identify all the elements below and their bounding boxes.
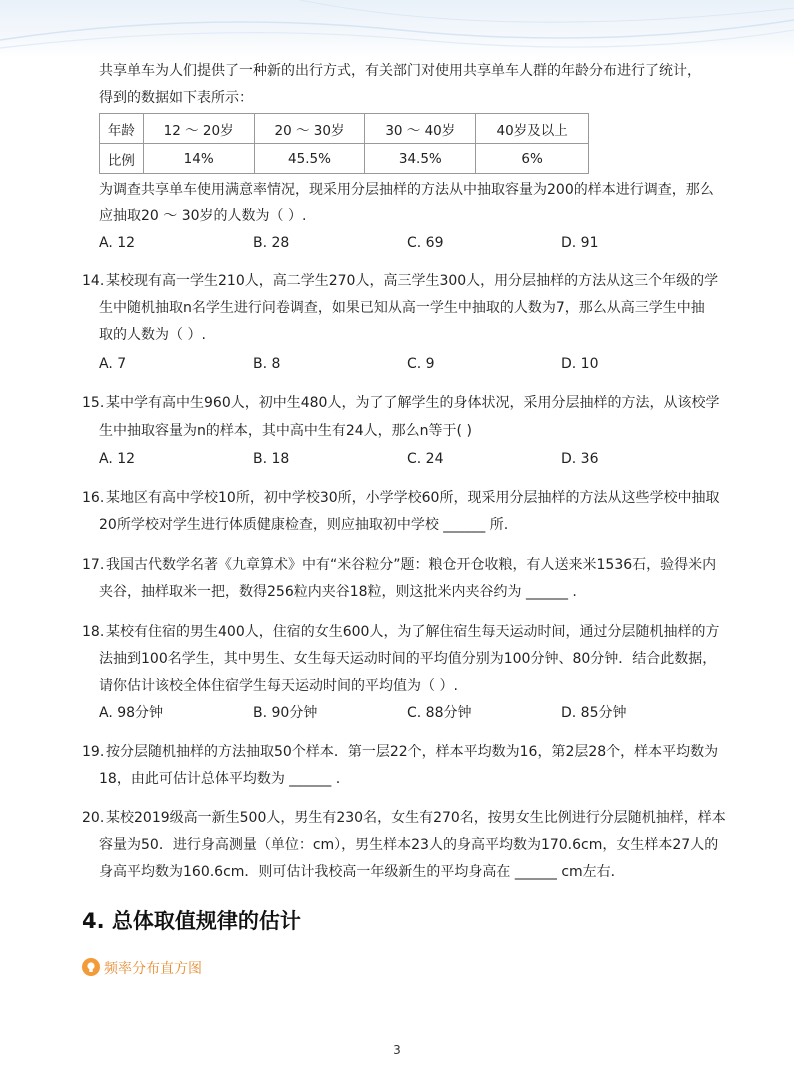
table-cell: 30 ～ 40岁 xyxy=(365,114,476,144)
question-number: 20. xyxy=(82,810,105,826)
q18-line-2: 法抽到100名学生，其中男生、女生每天运动时间的平均值分别为100分钟、80分钟．结合此数据， xyxy=(99,651,717,667)
option-d: D. 36 xyxy=(561,451,599,467)
question-number: 15. xyxy=(82,395,105,411)
header-decoration xyxy=(0,0,794,58)
option-a: A. 7 xyxy=(99,356,127,372)
q17-line-2: 夹谷，抽样取米一把，数得256粒内夹谷18粒，则这批米内夹谷约为 ______ . xyxy=(99,584,577,600)
intro-line-4: 应抽取20 ～ 30岁的人数为（ ）. xyxy=(99,208,307,224)
table-cell: 45.5% xyxy=(254,144,365,174)
q18-line-3: 请你估计该校全体住宿学生每天运动时间的平均值为（ ）. xyxy=(99,678,458,694)
intro-line-3: 为调查共享单车使用满意率情况，现采用分层抽样的方法从中抽取容量为200的样本进行调查，那么 xyxy=(99,182,714,198)
q14-line-3: 取的人数为（ ）. xyxy=(99,327,206,343)
q18-line-1: 某校有住宿的男生400人，住宿的女生600人，为了解住宿生每天运动时间，通过分层随机抽样的方 xyxy=(106,624,720,640)
page-number: 3 xyxy=(393,1043,401,1057)
lightbulb-icon xyxy=(82,958,100,976)
q20-line-3: 身高平均数为160.6cm．则可估计我校高一年级新生的平均身高在 ______ cm左右． xyxy=(99,864,625,880)
q14-line-1: 某校现有高一学生210人，高二学生270人，高三学生300人，用分层抽样的方法从这三个年级的学 xyxy=(106,273,719,289)
option-c: C. 69 xyxy=(407,235,444,251)
option-d: D. 10 xyxy=(561,356,599,372)
q19-line-1: 按分层随机抽样的方法抽取50个样本．第一层22个，样本平均数为16，第2层28个，样本平均数为 xyxy=(106,744,719,760)
table-row xyxy=(100,144,589,174)
q14-line-2: 生中随机抽取n名学生进行问卷调查，如果已知从高一学生中抽取的人数为7，那么从高三学生中抽 xyxy=(99,300,705,316)
table-cell: 14% xyxy=(143,144,254,174)
option-b: B. 8 xyxy=(253,356,281,372)
q15-line-1: 某中学有高中生960人，初中生480人，为了了解学生的身体状况，采用分层抽样的方法，从该校学 xyxy=(106,395,720,411)
q20-line-2: 容量为50．进行身高测量（单位：cm），男生样本23人的身高平均数为170.6cm，女生样本27人的 xyxy=(99,837,719,853)
option-b: B. 28 xyxy=(253,235,290,251)
table-cell: 34.5% xyxy=(365,144,476,174)
section-heading: 4. 总体取值规律的估计 xyxy=(82,909,301,933)
q16-line-2: 20所学校对学生进行体质健康检查，则应抽取初中学校 ______ 所. xyxy=(99,517,509,533)
table-cell: 12 ～ 20岁 xyxy=(143,114,254,144)
option-d: D. 91 xyxy=(561,235,599,251)
intro-line-2: 得到的数据如下表所示： xyxy=(99,90,253,106)
option-a: A. 12 xyxy=(99,235,136,251)
table-cell: 比例 xyxy=(100,144,144,174)
table-cell: 40岁及以上 xyxy=(476,114,589,144)
question-number: 17. xyxy=(82,557,105,573)
option-b: B. 18 xyxy=(253,451,290,467)
question-number: 14. xyxy=(82,273,105,289)
table-cell: 6% xyxy=(476,144,589,174)
table-row xyxy=(100,114,589,144)
q15-line-2: 生中抽取容量为n的样本，其中高中生有24人，那么n等于( ) xyxy=(99,423,472,439)
q16-line-1: 某地区有高中学校10所，初中学校30所，小学学校60所，现采用分层抽样的方法从这些学校中抽取 xyxy=(106,490,720,506)
option-a: A. 12 xyxy=(99,451,136,467)
question-number: 19. xyxy=(82,744,105,760)
option-a: A. 98分钟 xyxy=(99,705,164,721)
section-subheading: 频率分布直方图 xyxy=(104,961,202,977)
question-number: 16. xyxy=(82,490,105,506)
q19-line-2: 18，由此可估计总体平均数为 ______ . xyxy=(99,771,341,787)
page-header-band xyxy=(0,0,794,58)
q17-line-1: 我国古代数学名著《九章算术》中有“米谷粒分”题：粮仓开仓收粮，有人送来米1536石，验得米内 xyxy=(106,557,717,573)
intro-line-1: 共享单车为人们提供了一种新的出行方式，有关部门对使用共享单车人群的年龄分布进行了统计， xyxy=(99,63,701,79)
option-b: B. 90分钟 xyxy=(253,705,318,721)
option-c: C. 88分钟 xyxy=(407,705,472,721)
table-cell: 年龄 xyxy=(100,114,144,144)
q20-line-1: 某校2019级高一新生500人，男生有230名，女生有270名，按男女生比例进行分层随机抽样，样本 xyxy=(106,810,726,826)
option-d: D. 85分钟 xyxy=(561,705,627,721)
table-cell: 20 ～ 30岁 xyxy=(254,114,365,144)
option-c: C. 9 xyxy=(407,356,435,372)
question-number: 18. xyxy=(82,624,105,640)
option-c: C. 24 xyxy=(407,451,444,467)
age-distribution-table xyxy=(99,113,589,174)
